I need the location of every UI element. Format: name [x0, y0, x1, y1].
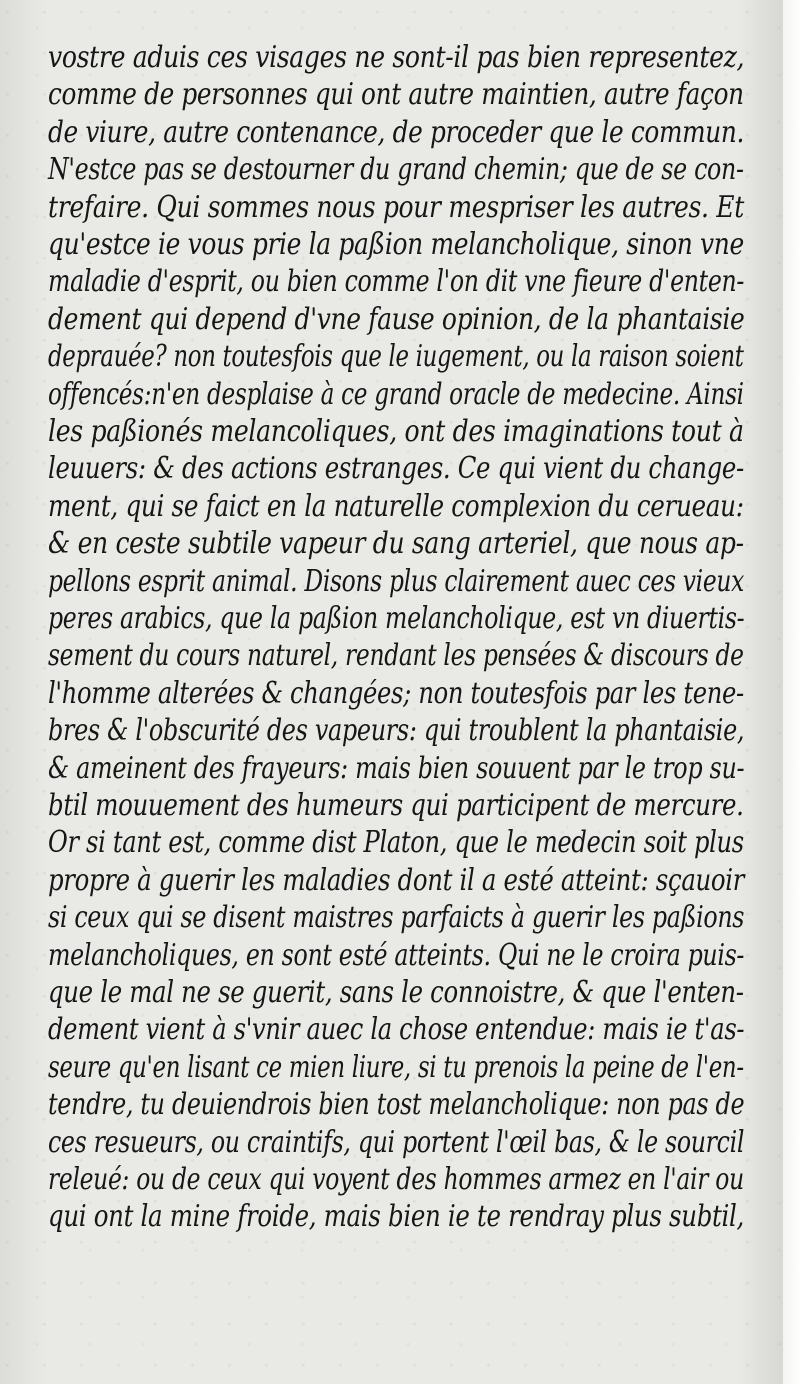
text-line: bres & l'obscurité des vapeurs: qui troublent la phantaisie,	[48, 713, 745, 749]
text-line: btil mouuement des humeurs qui participent de mercure.	[48, 788, 744, 823]
text-line: deprauée? non toutesfois que le iugement, ou la raison soient	[48, 339, 744, 375]
text-line: & en ceste subtile vapeur du sang arteriel, que nous ap-	[48, 526, 744, 562]
text-line: de viure, autre contenance, de proceder que le commun.	[48, 114, 745, 150]
text-line: leuuers: & des actions estranges. Ce qui vient du change-	[48, 451, 744, 487]
text-line: propre à guerir les maladies dont il a esté atteint: sçauoir	[48, 862, 745, 898]
text-line: maladie d'esprit, ou bien comme l'on dit vne fieure d'enten-	[48, 264, 745, 300]
text-line: N'estce pas se destourner du grand chemin; que de se con-	[48, 152, 744, 188]
text-line: qui ont la mine froide, mais bien ie te rendray plus subtil,	[48, 1199, 745, 1235]
text-line: melancholiques, en sont esté atteints. Qui ne le croira puis-	[48, 937, 745, 973]
text-line: Or si tant est, comme dist Platon, que le medecin soit plus	[48, 825, 744, 861]
text-line: comme de personnes qui ont autre maintien, autre façon	[48, 77, 744, 113]
text-line: tendre, tu deuiendrois bien tost melancholique: non pas de	[48, 1087, 745, 1123]
text-line: qu'estce ie vous prie la paßion melancholique, sinon vne	[48, 227, 744, 262]
text-line: pellons esprit animal. Disons plus clairement auec ces vieux	[48, 563, 744, 599]
text-line: & ameinent des frayeurs: mais bien souuent par le trop su-	[48, 750, 745, 786]
text-line: les paßionés melancoliques, ont des imaginations tout à	[48, 414, 744, 449]
text-line: dement vient à s'vnir auec la chose entendue: mais ie t'as-	[48, 1012, 745, 1048]
text-line: ment, qui se faict en la naturelle complexion du cerueau:	[48, 488, 744, 524]
text-line: que le mal ne se guerit, sans le connoistre, & que l'enten-	[48, 975, 744, 1010]
text-line: peres arabics, que la paßion melancholique, est vn diuertis-	[48, 601, 745, 636]
text-line: offencés:n'en desplaise à ce grand oracle de medecine. Ainsi	[48, 376, 744, 412]
text-line: seure qu'en lisant ce mien liure, si tu prenois la peine de l'en-	[48, 1049, 744, 1085]
text-line: vostre aduis ces visages ne sont-il pas bien representez,	[48, 40, 745, 75]
page-edge	[783, 0, 800, 1384]
text-line: si ceux qui se disent maistres parfaicts à guerir les paßions	[48, 900, 745, 936]
text-line: dement qui depend d'vne fause opinion, de la phantaisie	[48, 301, 745, 337]
text-line: sement du cours naturel, rendant les pensées & discours de	[48, 638, 744, 674]
text-line: trefaire. Qui sommes nous pour mespriser les autres. Et	[48, 189, 744, 225]
text-line: ces resueurs, ou craintifs, qui portent l'œil bas, & le sourcil	[48, 1124, 745, 1160]
text-line: releué: ou de ceux qui voyent des hommes armez en l'air ou	[48, 1162, 744, 1197]
text-line: l'homme alterées & changées; non toutesfois par les tene-	[48, 675, 744, 711]
